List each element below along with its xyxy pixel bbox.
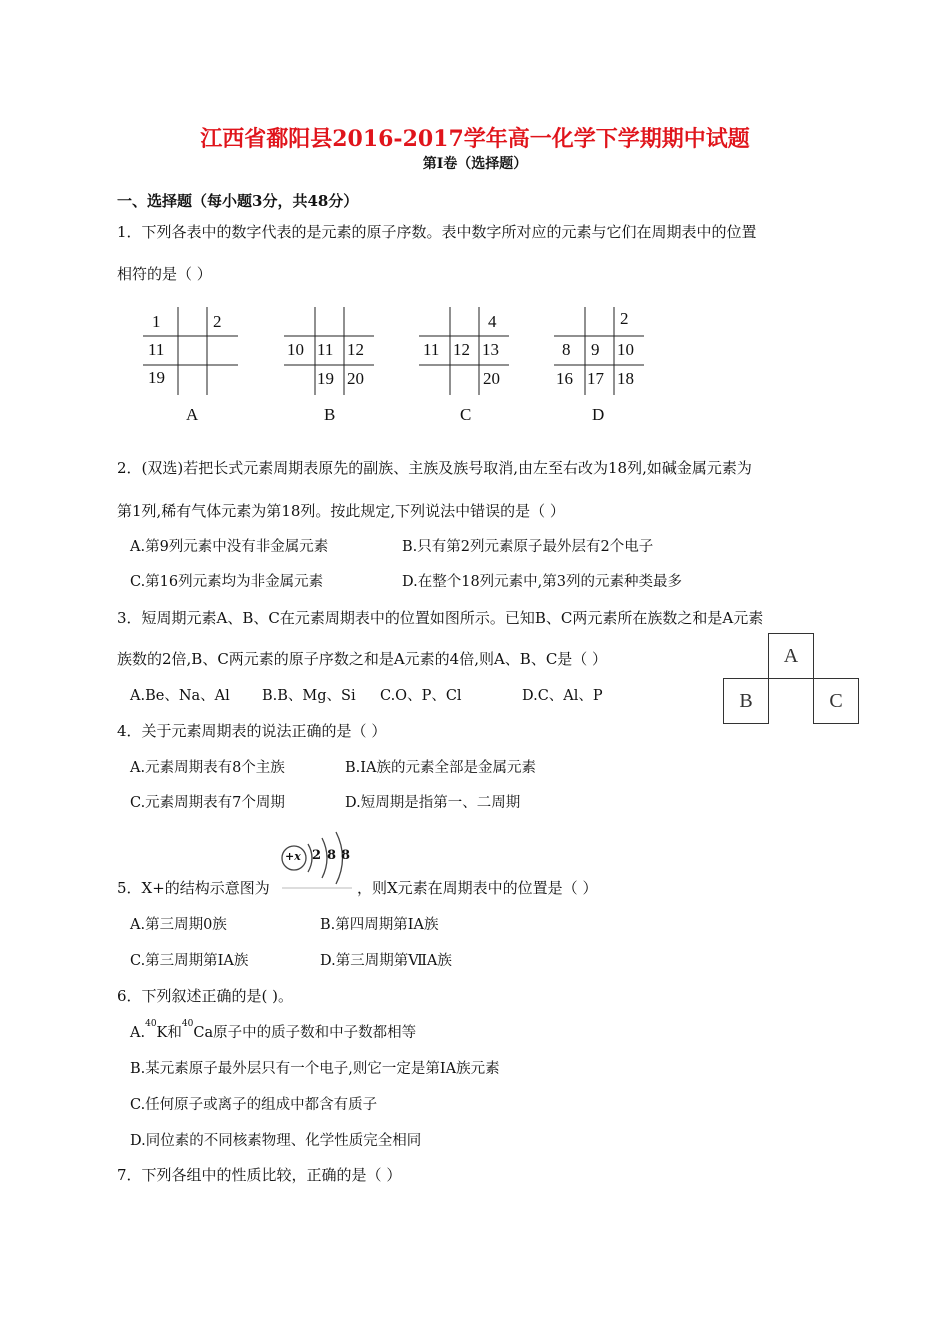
q6-option-a-rest: Ca原子中的质子数和中子数都相等: [193, 1025, 417, 1041]
q1-d-cell: 16: [556, 369, 573, 388]
atom-nucleus-label: +x: [285, 850, 301, 863]
q3-figure-box-b: B: [723, 678, 769, 724]
exam-subtitle: 第Ⅰ卷（选择题）: [422, 156, 528, 172]
q5-text-pre: 5．X+的结构示意图为: [117, 879, 270, 897]
q3-line1: 3．短周期元素A、B、C在元素周期表中的位置如图所示。已知B、C两元素所在族数之和是A元素: [117, 609, 764, 627]
mass-number-k: 40: [145, 1019, 157, 1029]
q1-d-cell: 2: [620, 309, 629, 328]
q1-a-cell: 1: [152, 312, 161, 331]
q1-a-label: A: [186, 405, 199, 424]
q2-option-c: C.第16列元素均为非金属元素: [130, 574, 324, 590]
q3-option-c: C.O、P、Cl: [380, 688, 462, 704]
q3-figure-box-a: A: [768, 633, 814, 679]
q1-b-label: B: [324, 405, 336, 424]
q1-c-cell: 4: [488, 312, 497, 331]
q5-option-d: D.第三周期第ⅦA族: [320, 953, 452, 969]
q6-line1: 6．下列叙述正确的是( )。: [117, 987, 294, 1005]
q6-option-a-prefix: A.: [130, 1025, 146, 1041]
q1-d-cell: 18: [617, 369, 634, 388]
q1-d-cell: 9: [591, 340, 600, 359]
q6-option-a: [130, 1021, 416, 1042]
q1-b-cell: 10: [287, 340, 304, 359]
q2-line2: 第1列,稀有气体元素为第18列。按此规定,下列说法中错误的是（ ）: [117, 502, 565, 520]
q3-line2: 族数的2倍,B、C两元素的原子序数之和是A元素的4倍,则A、B、C是（ ）: [117, 650, 608, 668]
atom-shell-2: 8: [327, 848, 337, 863]
q1-c-label: C: [460, 405, 472, 424]
q3-option-b: B.B、Mg、Si: [262, 688, 356, 704]
q1-a-cell: 11: [148, 340, 165, 359]
q5-option-c: C.第三周期第ⅠA族: [130, 953, 249, 969]
q5-text-post: ，则X元素在周期表中的位置是（ ）: [357, 879, 598, 897]
q4-option-a: A.元素周期表有8个主族: [130, 760, 285, 776]
atom-shell-1: 2: [312, 848, 322, 863]
q1-c-cell: 11: [423, 340, 440, 359]
q6-option-b: B.某元素原子最外层只有一个电子,则它一定是第ⅠA族元素: [130, 1061, 500, 1077]
q4-option-c: C.元素周期表有7个周期: [130, 795, 285, 811]
q6-option-a-k: K和: [156, 1025, 182, 1041]
section-heading: 一、选择题（每小题3分，共48分）: [117, 192, 359, 210]
q4-line1: 4．关于元素周期表的说法正确的是（ ）: [117, 722, 387, 740]
q2-option-d: D.在整个18列元素中,第3列的元素种类最多: [402, 574, 683, 590]
q1-d-cell: 8: [562, 340, 571, 359]
q1-a-cell: 2: [213, 312, 222, 331]
q3-option-d: D.C、Al、P: [522, 688, 603, 704]
q1-b-cell: 11: [317, 340, 334, 359]
q5-option-b: B.第四周期第ⅠA族: [320, 917, 439, 933]
q1-b-cell: 12: [347, 340, 364, 359]
q1-c-cell: 13: [482, 340, 499, 359]
q1-c-cell: 20: [483, 369, 500, 388]
q1-d-label: D: [592, 405, 605, 424]
exam-title: 江西省鄱阳县2016-2017学年高一化学下学期期中试题: [200, 126, 750, 152]
q7-line1: 7．下列各组中的性质比较，正确的是（ ）: [117, 1166, 402, 1184]
atom-structure-diagram: [272, 826, 362, 892]
q5-option-a: A.第三周期0族: [130, 917, 227, 933]
q2-option-b: B.只有第2列元素原子最外层有2个电子: [402, 539, 654, 555]
q2-line1: 2．(双选)若把长式元素周期表原先的副族、主族及族号取消,由左至右改为18列,如碱金属元素为: [117, 459, 752, 477]
q3-option-a: A.Be、Na、Al: [130, 688, 230, 704]
q1-b-cell: 20: [347, 369, 364, 388]
q4-option-d: D.短周期是指第一、二周期: [345, 795, 521, 811]
q4-option-b: B.ⅠA族的元素全部是金属元素: [345, 760, 536, 776]
q1-c-cell: 12: [453, 340, 470, 359]
q1-b-cell: 19: [317, 369, 334, 388]
q1-a-cell: 19: [148, 368, 165, 387]
q6-option-d: D.同位素的不同核素物理、化学性质完全相同: [130, 1133, 422, 1149]
q1-line2: 相符的是（ ）: [117, 265, 212, 283]
q3-figure-box-c: C: [813, 678, 859, 724]
q2-option-a: A.第9列元素中没有非金属元素: [130, 539, 329, 555]
mass-number-ca: 40: [181, 1019, 194, 1029]
q1-d-cell: 10: [617, 340, 634, 359]
q6-option-c: C.任何原子或离子的组成中都含有质子: [130, 1097, 378, 1113]
q1-d-cell: 17: [587, 369, 604, 388]
atom-shell-3: 8: [341, 848, 351, 863]
q1-line1: 1．下列各表中的数字代表的是元素的原子序数。表中数字所对应的元素与它们在周期表中的位置: [117, 223, 757, 241]
